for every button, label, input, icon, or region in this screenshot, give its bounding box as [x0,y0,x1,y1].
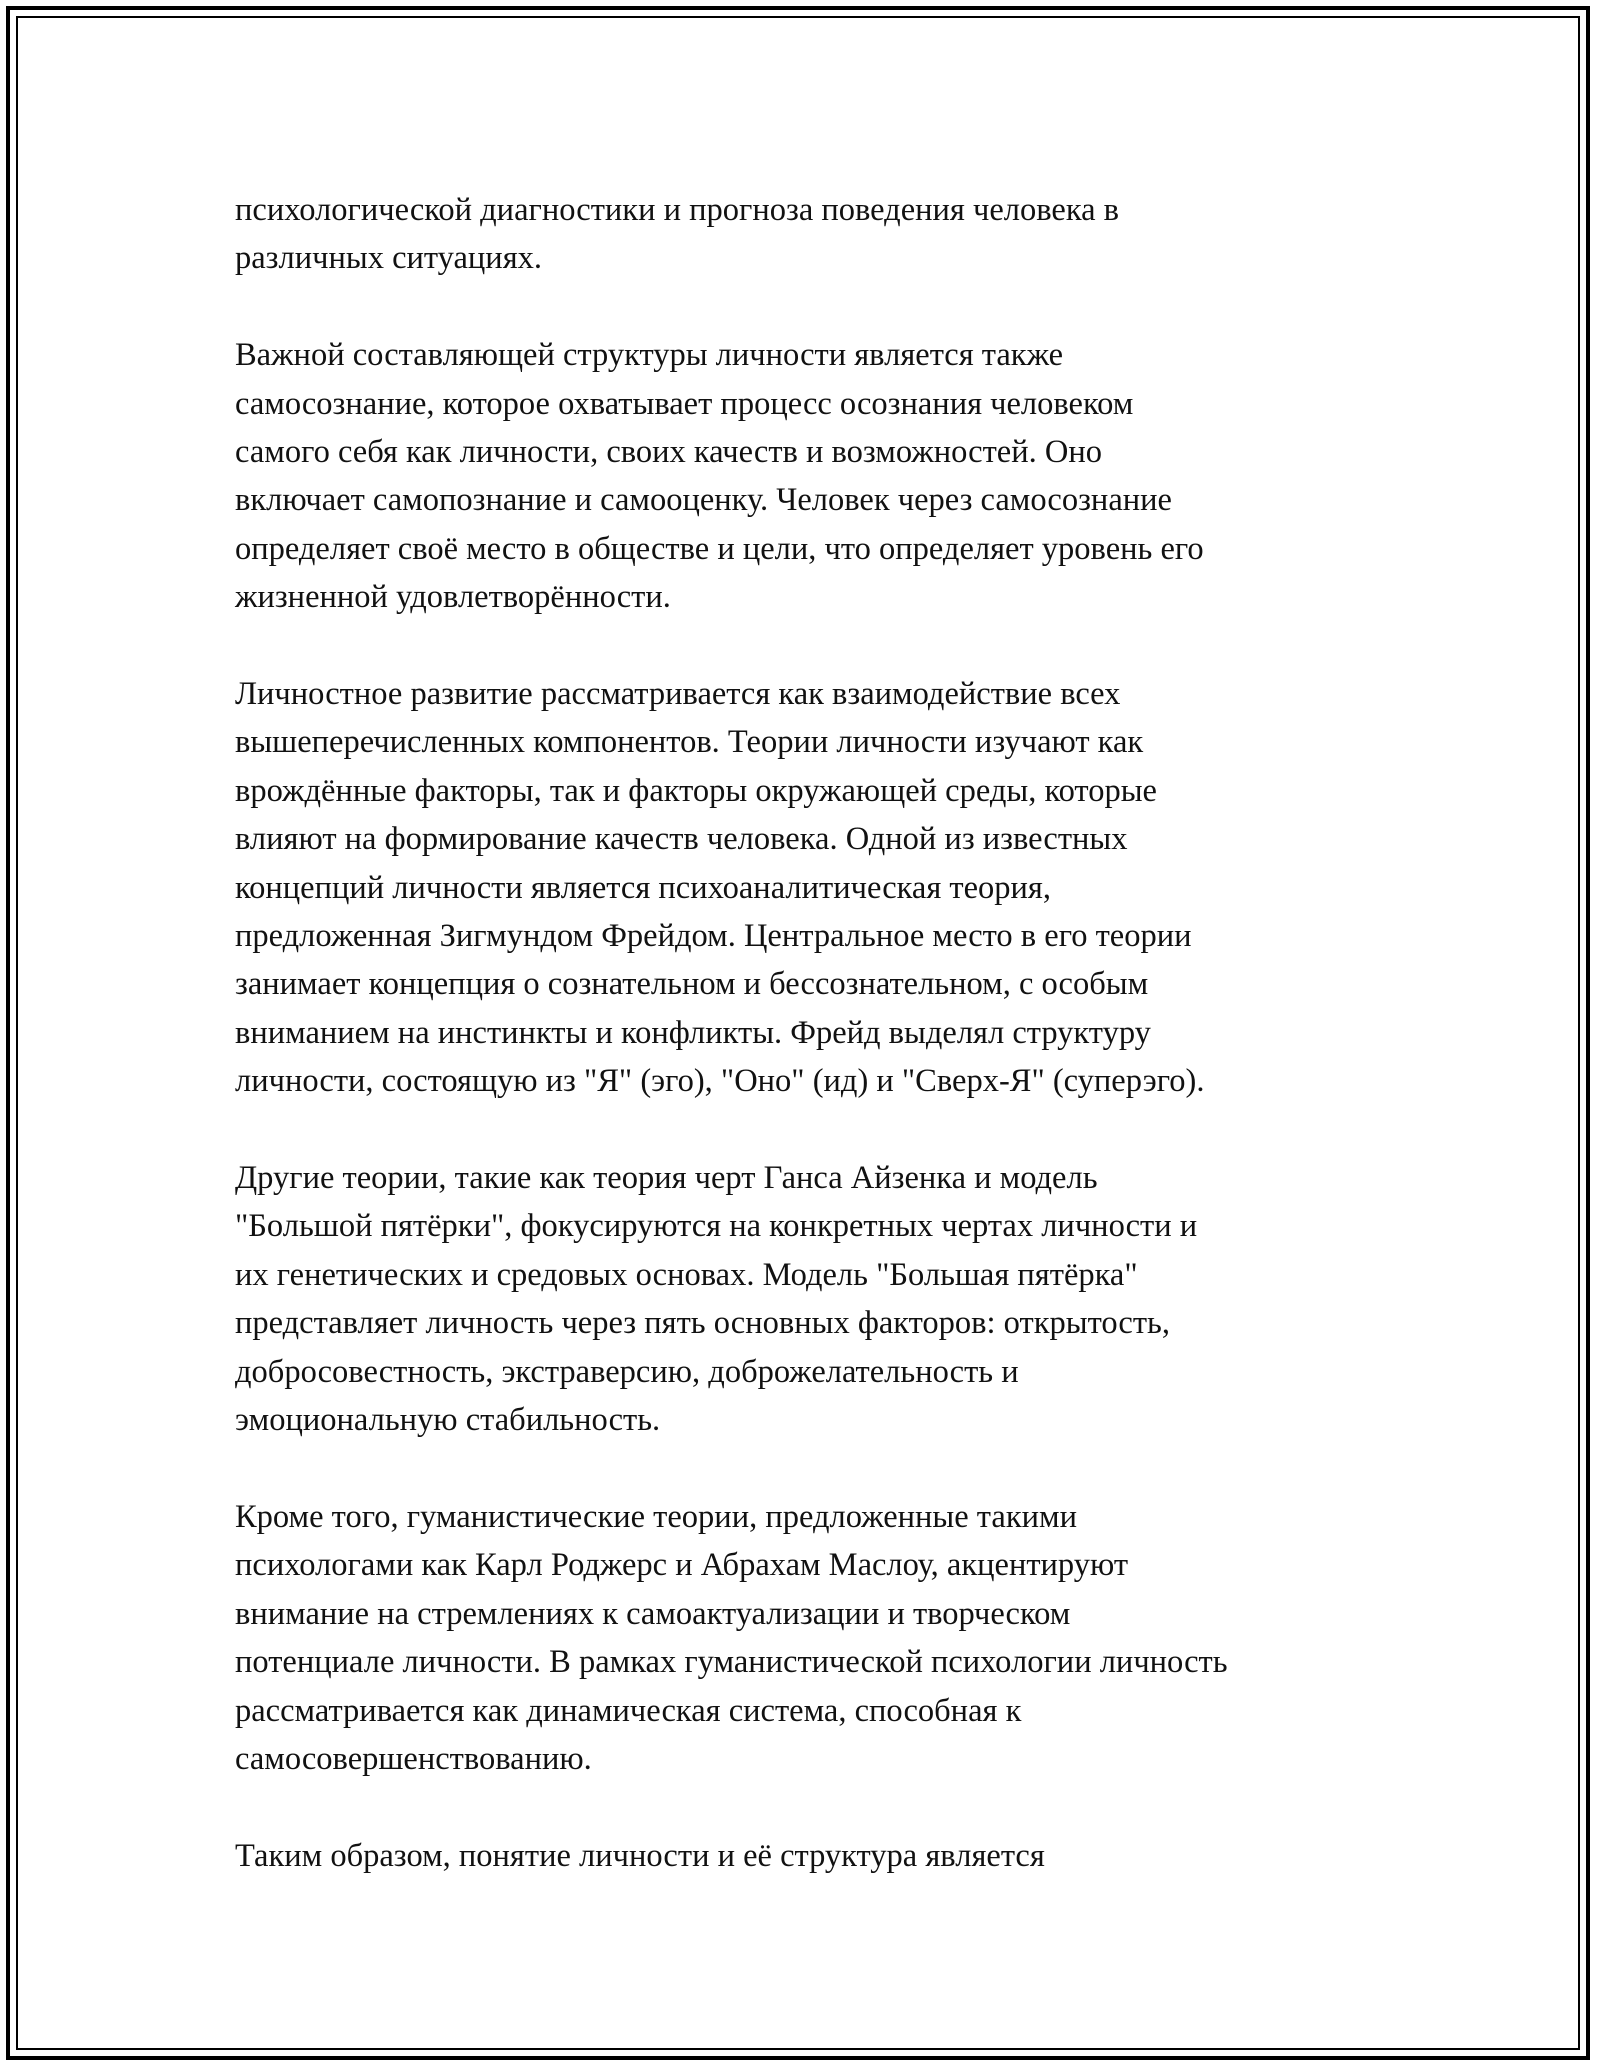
text-line: внимание на стремлениях к самоактуализации и творческом [235,1595,1071,1632]
text-line: концепций личности является психоаналитическая теория, [235,869,1052,906]
text-line: представляет личность через пять основных факторов: открытость, [235,1305,1170,1342]
text-line: Кроме того, гуманистические теории, предложенные такими [235,1498,1077,1535]
text-line: их генетических и средовых основах. Модель "Большая пятёрка" [235,1256,1138,1293]
text-line: Таким образом, понятие личности и её структура является [235,1837,1045,1874]
text-line: рассматривается как динамическая система, способная к [235,1692,1022,1729]
text-line: врождённые факторы, так и факторы окружающей среды, которые [235,772,1157,809]
text-line: влияют на формирование качеств человека. Одной из известных [235,821,1128,858]
text-line: вышеперечисленных компонентов. Теории личности изучают как [235,724,1144,761]
document-body [235,186,1385,1880]
text-line: включает самопознание и самооценку. Человек через самосознание [235,482,1172,519]
paragraph-self-awareness [235,331,1385,621]
text-line: Другие теории, такие как теория черт Ганса Айзенка и модель [235,1160,1098,1197]
text-line: различных ситуациях. [235,240,543,277]
paragraph-big-five [235,1154,1385,1444]
text-line: психологической диагностики и прогноза поведения человека в [235,192,1120,228]
text-line: потенциале личности. В рамках гуманистической психологии личность [235,1644,1228,1681]
paragraph-freud [235,670,1385,1106]
text-line: добросовестность, экстраверсию, доброжелательность и [235,1353,1019,1390]
text-line: определяет своё место в обществе и цели, что определяет уровень его [235,530,1204,567]
text-line: самосовершенствованию. [235,1740,592,1777]
paragraph-diagnostics [235,186,1385,283]
text-line: Личностное развитие рассматривается как взаимодействие всех [235,676,1121,713]
text-line: самосознание, которое охватывает процесс осознания человеком [235,385,1134,422]
paragraph-conclusion [235,1832,1385,1880]
paragraph-humanistic [235,1493,1385,1783]
text-line: занимает концепция о сознательном и бессознательном, с особым [235,966,1149,1003]
text-line: предложенная Зигмундом Фрейдом. Центральное место в его теории [235,918,1192,955]
text-line: "Большой пятёрки", фокусируются на конкретных чертах личности и [235,1208,1198,1245]
text-line: самого себя как личности, своих качеств и возможностей. Оно [235,434,1102,471]
text-line: Важной составляющей структуры личности является также [235,337,1064,374]
text-line: вниманием на инстинкты и конфликты. Фрейд выделял структуру [235,1014,1151,1051]
text-line: личности, состоящую из "Я" (эго), "Оно" (ид) и "Сверх-Я" (суперэго). [235,1063,1205,1100]
text-line: жизненной удовлетворённости. [235,579,671,616]
text-line: психологами как Карл Роджерс и Абрахам Маслоу, акцентируют [235,1547,1129,1584]
text-line: эмоциональную стабильность. [235,1402,661,1439]
